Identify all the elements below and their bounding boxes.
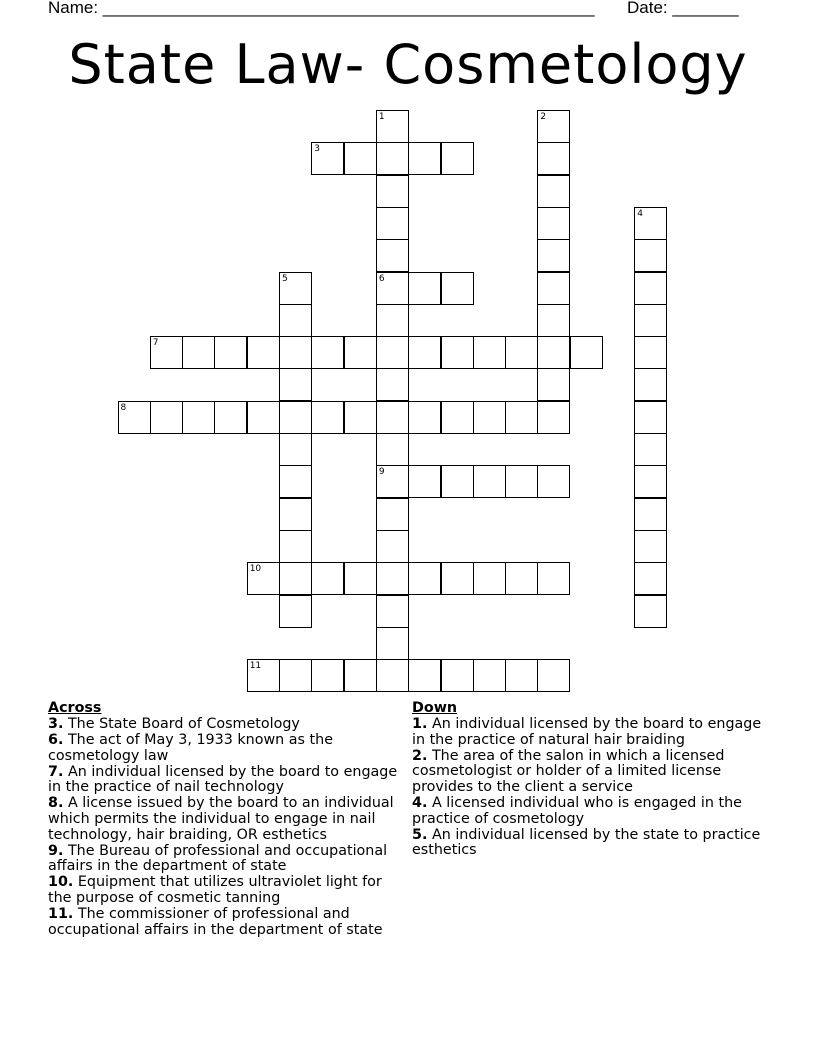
crossword-cell [537,207,570,240]
crossword-cell [634,304,667,337]
crossword-cell [505,401,538,434]
clue-number: 4 [637,208,644,219]
crossword-cell [376,401,409,434]
crossword-cell [376,659,409,692]
crossword-cell [376,530,409,563]
across-clue: 9. The Bureau of professional and occupational affairs in the department of state [48,842,388,875]
crossword-cell [473,401,506,434]
crossword-cell [537,175,570,208]
crossword-cell [634,336,667,369]
crossword-cell [537,239,570,272]
clue-number: 10 [249,564,262,575]
crossword-cell [311,336,344,369]
crossword-cell [344,142,377,175]
clue-number: 11 [249,661,262,672]
crossword-cell [473,562,506,595]
crossword-cell [473,659,506,692]
clue-number: 1 [378,112,385,122]
crossword-cell [247,659,280,692]
crossword-cell [634,207,667,240]
crossword-cell [376,465,409,498]
crossword-cell [150,401,183,434]
crossword-cell [376,433,409,466]
crossword-cell [150,336,183,369]
crossword-cell [182,336,215,369]
crossword-cell [279,562,312,595]
crossword-cell [344,562,377,595]
crossword-cell [311,659,344,692]
crossword-cell [537,659,570,692]
crossword-cell [634,498,667,531]
crossword-cell [376,175,409,208]
across-clue: 3. The State Board of Cosmetology [48,716,300,732]
crossword-cell [634,530,667,563]
crossword-cell [279,336,312,369]
crossword-cell [279,433,312,466]
crossword-cell [279,659,312,692]
crossword-cell [214,336,247,369]
date-field: Date: _______ [627,0,739,17]
clue-number: 5 [282,273,288,284]
crossword-cell [537,142,570,175]
crossword-cell [505,336,538,369]
crossword-cell [537,368,570,401]
crossword-cell [279,498,312,531]
crossword-cell [376,336,409,369]
crossword-cell [408,336,441,369]
down-heading: Down [412,700,458,716]
crossword-cell [279,595,312,628]
crossword-cell [408,465,441,498]
crossword-cell [537,336,570,369]
crossword-cell [311,562,344,595]
crossword-cell [279,465,312,498]
crossword-cell [634,401,667,434]
crossword-cell [311,401,344,434]
crossword-cell [344,659,377,692]
crossword-cell [247,401,280,434]
crossword-cell [376,627,409,660]
crossword-cell [441,465,474,498]
crossword-cell [634,465,667,498]
down-clue: 1. An individual licensed by the board to engage in the practice of natural hair braiding [412,716,762,748]
crossword-cell [344,336,377,369]
crossword-cell [505,659,538,692]
down-clue: 5. An individual licensed by the state to practice esthetics [412,826,761,859]
crossword-cell [279,272,312,305]
crossword-cell [408,562,441,595]
crossword-cell [505,465,538,498]
clue-number: 6 [378,273,385,284]
across-clue: 6. The act of May 3, 1933 known as the cosmetology law [48,732,333,764]
crossword-cell [376,498,409,531]
crossword-cell [344,401,377,434]
clue-number: 8 [120,402,127,413]
crossword-cell [279,401,312,434]
crossword-cell [376,304,409,337]
crossword-cell [376,272,409,305]
crossword-cell [118,401,151,434]
crossword-cell [408,401,441,434]
crossword-cell [376,562,409,595]
down-clue: 2. The area of the salon in which a licensed cosmetologist or holder of a limited license provides to the client a service [412,747,725,795]
crossword-cell [537,401,570,434]
crossword-cell [408,659,441,692]
across-clue: 8. A license issued by the board to an individual which permits the individual to engage in nail technology, hair braiding, OR esthetics [48,795,394,843]
across-clue: 11. The commissioner of professional and occupational affairs in the department of state [48,906,383,938]
crossword-cell [537,304,570,337]
crossword-cell [570,336,603,369]
crossword-cell [441,272,474,305]
across-clue: 7. An individual licensed by the board to engage in the practice of nail technology [48,763,398,796]
crossword-cell [634,595,667,628]
crossword-cell [214,401,247,434]
crossword-cell [473,465,506,498]
crossword-cell [537,465,570,498]
across-clue: 10. Equipment that utilizes ultraviolet light for the purpose of cosmetic tanning [48,874,382,907]
crossword-cell [376,207,409,240]
crossword-cell [376,595,409,628]
across-heading: Across [48,700,102,716]
crossword-cell [408,142,441,175]
crossword-cell [634,272,667,305]
crossword-cell [376,368,409,401]
down-clues [412,700,772,859]
crossword-cell [441,142,474,175]
crossword-cell [441,336,474,369]
crossword-cell [247,562,280,595]
page-title: State Law- Cosmetology [68,33,748,96]
clue-number: 9 [378,467,385,478]
crossword-cell [279,304,312,337]
crossword-cell [408,272,441,305]
crossword-cell [473,336,506,369]
crossword-cell [376,142,409,175]
crossword-cell [247,336,280,369]
crossword-cell [634,239,667,272]
crossword-cell [441,401,474,434]
clue-number: 2 [540,112,547,122]
crossword-cell [376,110,409,143]
crossword-cell [441,562,474,595]
crossword-cell [537,110,570,143]
crossword-cell [279,530,312,563]
clue-number: 7 [152,338,159,349]
crossword-cell [634,368,667,401]
across-clues [48,700,408,939]
crossword-cell [441,659,474,692]
crossword-cell [537,562,570,595]
name-field: Name: ____________________________________________________ [48,0,595,17]
crossword-cell [182,401,215,434]
down-clue: 4. A licensed individual who is engaged in the practice of cosmetology [412,794,742,827]
clue-number: 3 [314,144,321,155]
crossword-cell [537,272,570,305]
crossword-cell [279,368,312,401]
crossword-cell [311,142,344,175]
crossword-cell [634,562,667,595]
crossword-cell [634,433,667,466]
crossword-cell [376,239,409,272]
crossword-cell [505,562,538,595]
